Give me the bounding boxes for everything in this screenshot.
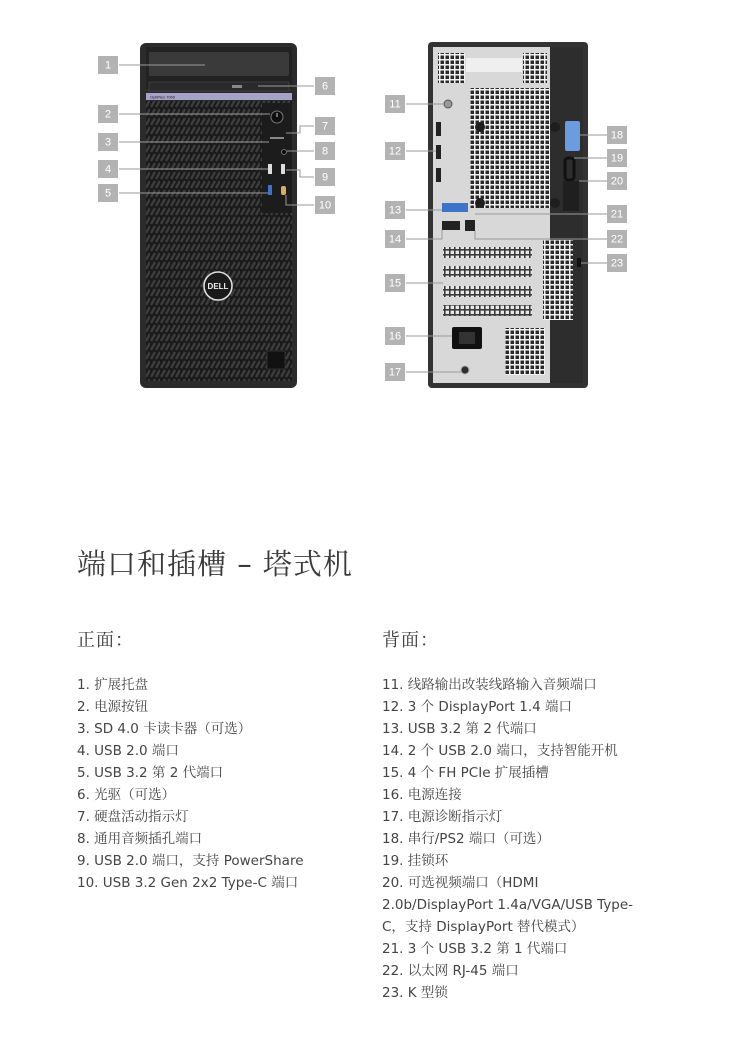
callout-tag-10	[315, 196, 335, 214]
port-list-item: 9. USB 2.0 端口，支持 PowerShare	[77, 853, 304, 869]
front-ports-column	[77, 626, 347, 894]
callout-tag-5	[98, 184, 118, 202]
port-list-item: 8. 通用音频插孔端口	[77, 831, 203, 847]
callout-tag-19	[607, 149, 627, 167]
port-list-item: 17. 电源诊断指示灯	[382, 809, 503, 825]
displayport-3	[436, 168, 441, 182]
callout-number: 21	[610, 208, 624, 221]
callout-number: 18	[610, 129, 624, 142]
fan-screw	[475, 198, 485, 208]
rear-ports-list	[382, 674, 652, 1004]
port-list-item: 13. USB 3.2 第 2 代端口	[382, 721, 537, 737]
callout-number: 20	[610, 175, 624, 188]
ports-diagram	[0, 0, 748, 420]
callout-tag-14	[385, 230, 405, 248]
callout-number: 7	[321, 120, 329, 133]
port-list-item: 4. USB 2.0 端口	[77, 743, 179, 759]
audio-jack-icon	[282, 150, 287, 155]
power-socket	[459, 332, 475, 344]
callout-tag-16	[385, 327, 405, 345]
ethernet-port	[465, 220, 475, 231]
fan-grill	[470, 88, 550, 208]
callout-tag-11	[385, 95, 405, 113]
expansion-tray	[149, 52, 289, 76]
port-list-item: 23. K 型锁	[382, 985, 448, 1001]
port-list-item: 22. 以太网 RJ-45 端口	[382, 963, 519, 979]
port-list-item: 15. 4 个 FH PCIe 扩展插槽	[382, 765, 549, 781]
callout-tag-22	[607, 230, 627, 248]
pcie-bracket	[543, 240, 573, 320]
callout-tag-17	[385, 363, 405, 381]
top-vent-right	[523, 53, 547, 83]
fan-screw	[550, 122, 560, 132]
top-vent	[438, 53, 465, 83]
callout-number: 10	[318, 199, 332, 212]
port-list-item: 5. USB 3.2 第 2 代端口	[77, 765, 224, 781]
port-list-item: 19. 挂锁环	[382, 853, 449, 869]
pcie-slot	[443, 286, 532, 297]
usb-type-c-port	[281, 186, 286, 195]
usb2-smart-power-ports	[442, 221, 460, 230]
pcie-slot	[443, 247, 532, 258]
rear-heading: 背面：	[382, 630, 439, 651]
displayport-2	[436, 145, 441, 159]
port-list-item: 14. 2 个 USB 2.0 端口，支持智能开机	[382, 743, 618, 759]
callout-number: 5	[104, 187, 112, 200]
fan-screw	[550, 198, 560, 208]
power-diagnostic-led	[461, 366, 469, 374]
usb32-gen2-port	[268, 185, 272, 195]
port-list-item: 21. 3 个 USB 3.2 第 1 代端口	[382, 941, 568, 957]
callout-tag-7	[315, 117, 335, 135]
callout-number: 3	[104, 136, 112, 149]
callout-tag-18	[607, 126, 627, 144]
port-list-item: 11. 线路输出改装线路输入音频端口	[382, 677, 597, 693]
psu-grill	[505, 328, 545, 375]
callout-tag-6	[315, 77, 335, 95]
callout-number: 14	[388, 233, 402, 246]
callout-tag-20	[607, 172, 627, 190]
dell-logo-text: DELL	[207, 282, 229, 291]
rear-ports-column	[382, 626, 652, 1004]
callout-tag-4	[98, 160, 118, 178]
optical-eject-button	[232, 85, 242, 88]
sd-card-slot	[270, 137, 284, 139]
callout-tag-12	[385, 142, 405, 160]
front-heading: 正面：	[77, 630, 134, 651]
port-list-item: 1. 扩展托盘	[77, 677, 149, 693]
pcie-slot	[443, 305, 532, 316]
port-list-item: 20. 可选视频端口（HDMI 2.0b/DisplayPort 1.4a/VGA/USB Type-C，支持 DisplayPort 替代模式）	[382, 875, 634, 935]
serial-ps2-port	[565, 121, 580, 151]
callout-number: 22	[610, 233, 624, 246]
port-list-item: 2. 电源按钮	[77, 699, 149, 715]
usb2-port-front	[268, 164, 272, 174]
model-name-label: OptiPlex 7000	[150, 94, 176, 100]
port-list-item: 6. 光驱（可选）	[77, 787, 176, 803]
callout-tag-3	[98, 133, 118, 151]
callout-tag-23	[607, 254, 627, 272]
callout-number: 13	[388, 204, 402, 217]
audio-port-icon	[444, 100, 452, 108]
usb32-gen2-rear-ports	[442, 203, 468, 212]
callout-tag-15	[385, 274, 405, 292]
pcie-slot	[443, 266, 532, 277]
port-list-item: 7. 硬盘活动指示灯	[77, 809, 189, 825]
callout-number: 16	[388, 330, 402, 343]
front-view	[140, 43, 297, 388]
callout-number: 17	[388, 366, 402, 379]
front-badge	[267, 351, 285, 369]
displayport-1	[436, 122, 441, 136]
callout-number: 23	[610, 257, 624, 270]
video-port-slot	[563, 181, 579, 211]
usb2-powershare-port	[281, 164, 285, 174]
callout-number: 11	[389, 98, 401, 111]
callout-number: 15	[388, 277, 402, 290]
callout-tag-1	[98, 56, 118, 74]
callout-number: 19	[610, 152, 624, 165]
callout-number: 8	[321, 145, 329, 158]
port-list-item: 10. USB 3.2 Gen 2x2 Type-C 端口	[77, 875, 299, 891]
front-ports-list	[77, 674, 347, 894]
fan-screw	[475, 122, 485, 132]
port-list-item: 16. 电源连接	[382, 787, 462, 803]
side-rail	[550, 47, 583, 383]
callout-number: 1	[104, 59, 112, 72]
callout-tag-9	[315, 168, 335, 186]
port-list-item: 18. 串行/PS2 端口（可选）	[382, 831, 550, 847]
port-list-item: 3. SD 4.0 卡读卡器（可选）	[77, 721, 252, 737]
callout-number: 2	[104, 108, 112, 121]
callout-number: 4	[104, 163, 112, 176]
callout-tag-2	[98, 105, 118, 123]
callout-tag-8	[315, 142, 335, 160]
callout-tag-13	[385, 201, 405, 219]
callout-tag-21	[607, 205, 627, 223]
k-lock-slot	[577, 258, 581, 267]
callout-number: 12	[388, 145, 402, 158]
section-title: 端口和插槽 – 塔式机	[77, 547, 353, 581]
callout-number: 6	[321, 80, 329, 93]
port-list-item: 12. 3 个 DisplayPort 1.4 端口	[382, 699, 573, 715]
rear-handle-cutout	[466, 58, 522, 72]
callout-number: 9	[321, 171, 329, 184]
